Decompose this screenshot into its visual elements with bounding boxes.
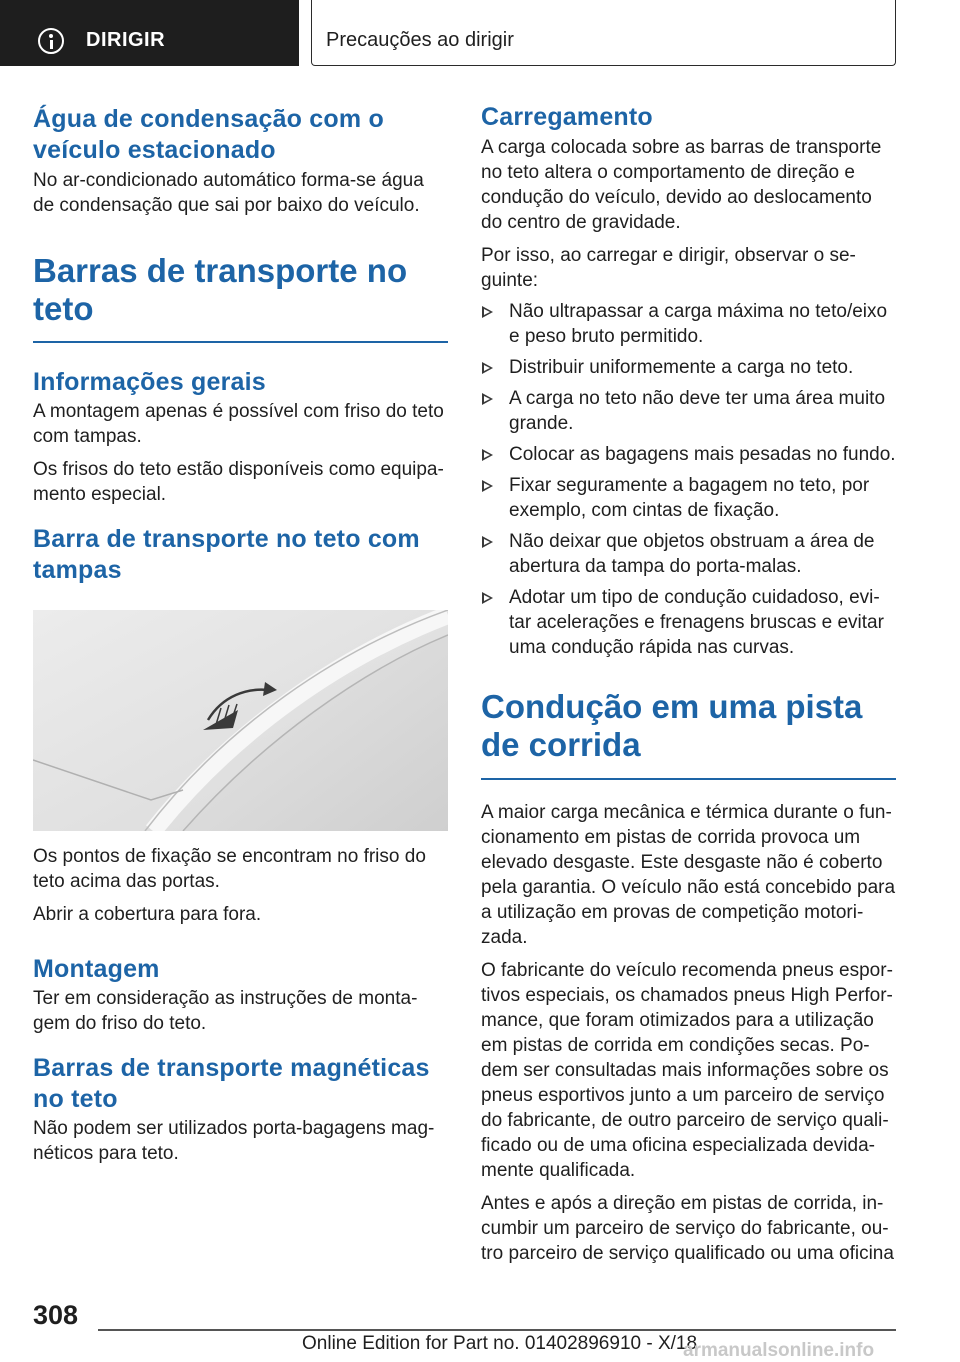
paragraph-magneticas: Não podem ser utilizados porta-bagagens mag-néticos para teto. xyxy=(33,1117,435,1164)
triangle-bullet-icon xyxy=(482,536,493,548)
load-bullet-list xyxy=(481,299,896,660)
roof-rail-photo xyxy=(33,610,448,831)
paragraph-tampas-1: Os pontos de fixação se encontram no friso do teto acima das portas. xyxy=(33,845,426,892)
right-column xyxy=(481,102,896,1266)
info-circle-icon xyxy=(38,28,64,54)
paragraph-info-2: Os frisos do teto estão disponíveis como equipa-mento especial. xyxy=(33,458,444,505)
footer-rule xyxy=(98,1329,896,1331)
list-item: Distribuir uniformemente a carga no teto. xyxy=(481,355,896,380)
triangle-bullet-icon xyxy=(482,306,493,318)
paragraph-tampas-2: Abrir a cobertura para fora. xyxy=(33,903,262,925)
paragraph-carga-1: A carga colocada sobre as barras de transporte no teto altera o comportamento de direção e condução do veículo, devido ao deslocamento do centro de gravidade. xyxy=(481,137,882,233)
header-section-tab xyxy=(0,0,299,66)
list-item: Fixar seguramente a bagagem no teto, por exemplo, com cintas de fixação. xyxy=(481,473,896,523)
left-column xyxy=(33,104,448,1166)
triangle-bullet-icon xyxy=(482,480,493,492)
triangle-bullet-icon xyxy=(482,362,493,374)
paragraph-pista-1: A maior carga mecânica e térmica durante o fun-cionamento em pistas de corrida provoca um elevado desgaste. Este desgaste não é coberto pela garantia. O veículo não está concebido para a utilização em provas de competição motori-zada. xyxy=(481,801,896,948)
watermark: armanualsonline.info xyxy=(683,1340,875,1361)
list-item: A carga no teto não deve ter uma área muito grande. xyxy=(481,386,896,436)
heading-informacoes-gerais: Informações gerais xyxy=(33,367,266,396)
paragraph-pista-2: O fabricante do veículo recomenda pneus espor-tivos especiais, os chamados pneus High Perfor-mance, que foram otimizados para a utilização em pistas de corrida em condições secas. Po-dem ser consultadas mais informações sobre os pneus esportivos junto a um parceiro de serviço do fabricante, de outro parceiro de serviço quali-ficado ou de uma oficina especializada devida-mente qualificada. xyxy=(481,959,893,1181)
heading-pista-de-corrida: Condução em uma pista de corrida xyxy=(481,688,863,763)
paragraph-montagem: Ter em consideração as instruções de monta-gem do friso do teto. xyxy=(33,987,418,1034)
heading-carregamento: Carregamento xyxy=(481,103,653,131)
triangle-bullet-icon xyxy=(482,393,493,405)
heading-barra-com-tampas: Barra de transporte no teto com tampas xyxy=(33,524,420,584)
paragraph-condensacao: No ar-condicionado automático forma-se água de condensação que sai por baixo do veículo. xyxy=(33,170,424,216)
triangle-bullet-icon xyxy=(482,592,493,604)
heading-condensacao: Água de condensação com o veículo estacionado xyxy=(33,105,384,164)
section-rule xyxy=(481,778,896,780)
heading-montagem: Montagem xyxy=(33,954,160,983)
header-title: Precauções ao dirigir xyxy=(326,29,514,51)
list-item: Não deixar que objetos obstruam a área de abertura da tampa do porta-malas. xyxy=(481,529,896,579)
list-item: Colocar as bagagens mais pesadas no fundo. xyxy=(481,442,896,467)
section-rule xyxy=(33,341,448,343)
header-section-label: DIRIGIR xyxy=(86,29,166,51)
paragraph-carga-2: Por isso, ao carregar e dirigir, observar o se-guinte: xyxy=(481,245,856,291)
paragraph-info-1: A montagem apenas é possível com friso do teto com tampas. xyxy=(33,400,444,447)
list-item: Não ultrapassar a carga máxima no teto/eixo e peso bruto permitido. xyxy=(481,299,896,349)
paragraph-pista-3: Antes e após a direção em pistas de corrida, in-cumbir um parceiro de serviço do fabricante, ou-tro parceiro de serviço qualificado ou uma oficina xyxy=(481,1192,894,1264)
roof-rail-illustration xyxy=(33,610,448,831)
heading-barras-transporte: Barras de transporte no teto xyxy=(33,252,408,327)
heading-magneticas: Barras de transporte magnéticas no teto xyxy=(33,1053,430,1113)
page-number: 308 xyxy=(33,1300,79,1330)
footer-edition: Online Edition for Part no. 01402896910 - X/18 xyxy=(302,1333,698,1354)
triangle-bullet-icon xyxy=(482,449,493,461)
list-item: Adotar um tipo de condução cuidadoso, evi-tar acelerações e frenagens bruscas e evitar uma condução rápida nas curvas. xyxy=(481,585,896,660)
